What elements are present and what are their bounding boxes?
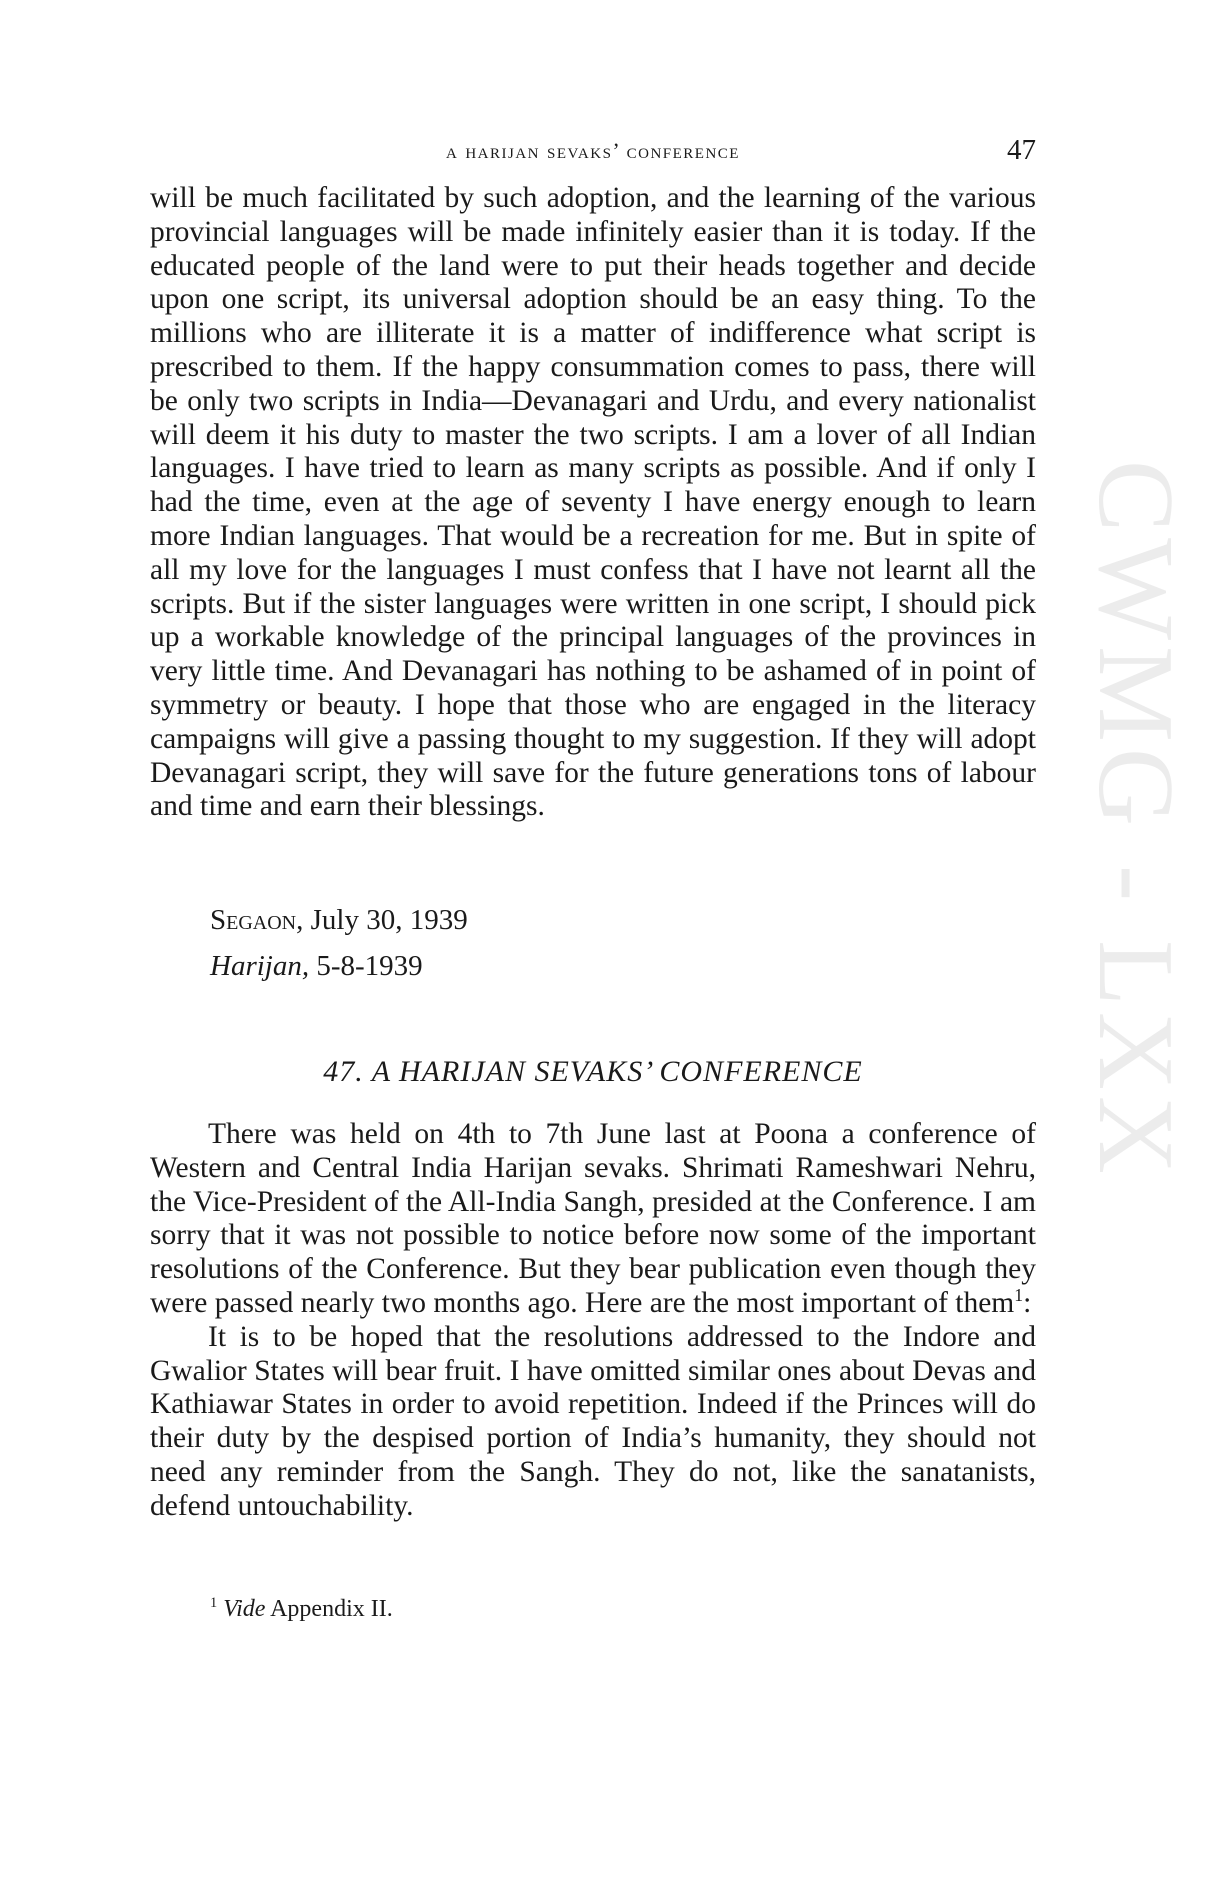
article-paragraph-1-end: : (1023, 1286, 1032, 1319)
source-line (210, 950, 423, 983)
running-title: a harijan sevaks’ conference (446, 138, 740, 163)
article-title: 47. A HARIJAN SEVAKS’ CONFERENCE (323, 1055, 863, 1088)
source-date: 5-8-1939 (316, 950, 423, 982)
place: Segaon, (210, 904, 304, 936)
source-publication: Harijan, (210, 950, 310, 982)
continued-paragraph: will be much facilitated by such adoption, and the learning of the various provincial languages will be made infinitely easier than it is today. If the educated people of the land were to put their heads together and decide upon one script, its universal adoption should be an easy thing. To the millions who are illiterate it is a matter of indifference what script is prescribed to them. If the happy consummation comes to pass, there will be only two scripts in India—Devanagari and Urdu, and every nationalist will deem it his duty to master the two scripts. I am a lover of all Indian languages. I have tried to learn as many scripts as possible. And if only I had the time, even at the age of seventy I have energy enough to learn more Indian languages. That would be a recreation for me. But in spite of all my love for the languages I must confess that I have not learnt all the scripts. But if the sister languages were written in one script, I should pick up a workable knowledge of the principal languages of the provinces in very little time. And Devanagari has nothing to be ashamed of in point of symmetry or beauty. I hope that those who are engaged in the literacy campaigns will give a passing thought to my suggestion. If they will adopt Devanagari script, they will save for the future generations tons of labour and time and earn their blessings. (150, 182, 1036, 823)
footnote-text: Appendix II. (270, 1596, 393, 1622)
continued-paragraph-block (150, 182, 1036, 824)
footnote (210, 1596, 393, 1623)
footnote-vide: Vide (223, 1596, 266, 1622)
footnote-reference[interactable]: 1 (1014, 1285, 1024, 1306)
place-date-line (210, 904, 468, 937)
footnote-marker: 1 (210, 1595, 218, 1611)
date: July 30, 1939 (310, 904, 468, 936)
watermark: CWMG - LXX (1076, 460, 1195, 1180)
article-body (150, 1118, 1036, 1524)
article-paragraph-2: It is to be hoped that the resolutions addressed to the Indore and Gwalior States will bear fruit. I have omitted similar ones about Devas and Kathiawar States in order to avoid repetition. Indeed if the Princes will do their duty by the despised portion of India’s humanity, they should not need any reminder from the Sangh. They do not, like the sanatanists, defend untouchability. (150, 1320, 1036, 1522)
page-number: 47 (1007, 134, 1036, 166)
article-paragraph-1 (150, 1118, 1036, 1321)
article-paragraph-1-text: There was held on 4th to 7th June last at Poona a conference of Western and Central India Harijan sevaks. Shrimati Rameshwari Nehru, the Vice-President of the All-India Sangh, presided at the Conference. I am sorry that it was not possible to notice before now some of the important resolutions of the Conference. But they bear publication even though they were passed nearly two months ago. Here are the most important of them (150, 1118, 1036, 1319)
running-head (150, 134, 1036, 170)
